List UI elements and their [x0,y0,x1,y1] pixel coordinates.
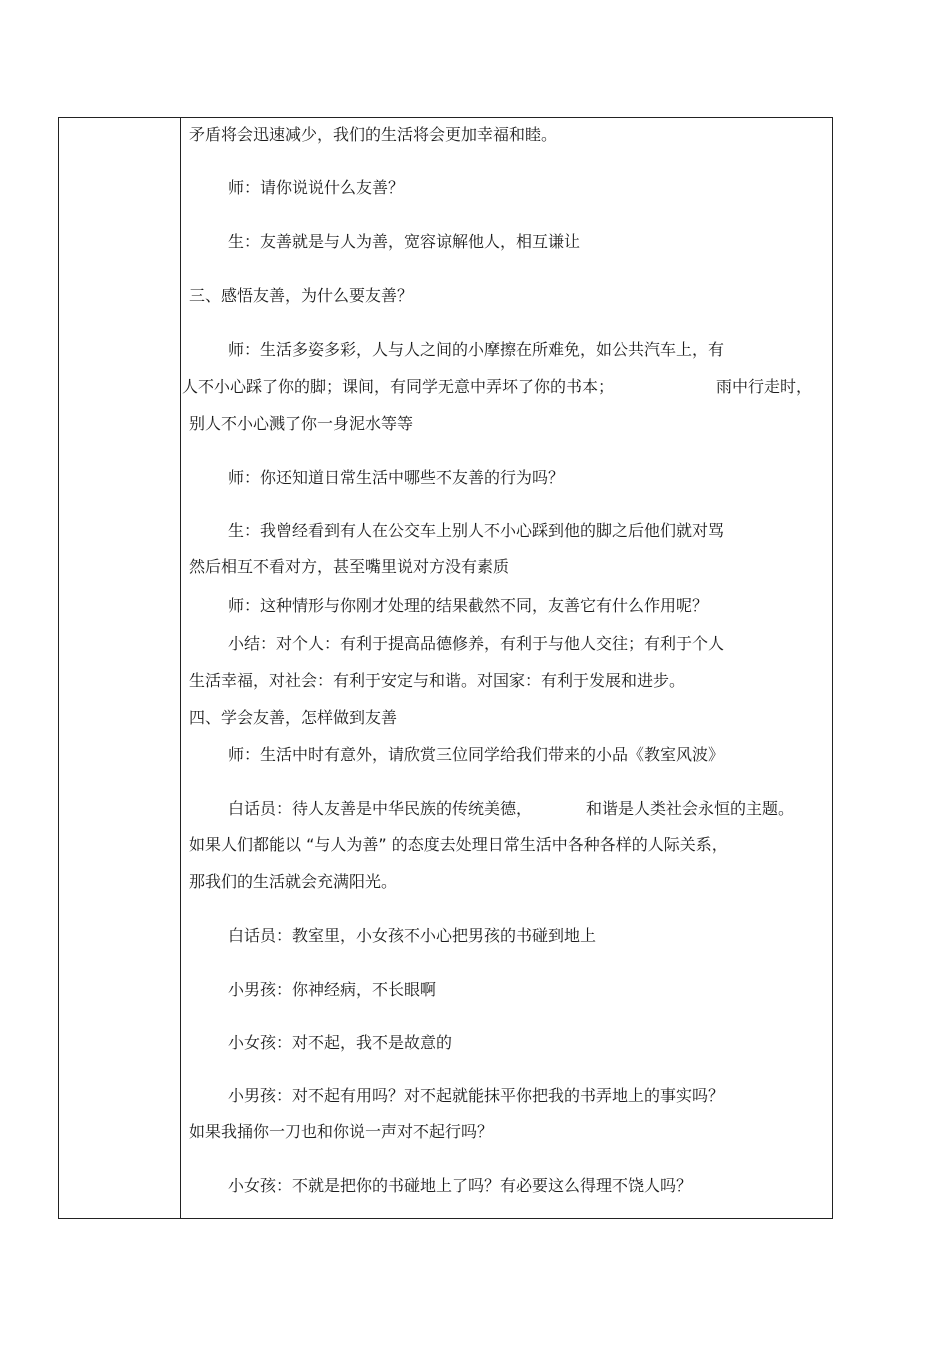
text-line: 师：请你说说什么友善？ [228,178,405,197]
section-heading: 四、学会友善，怎样做到友善 [189,708,398,727]
text-line: 小女孩：对不起，我不是故意的 [228,1033,453,1052]
text-line: 师：你还知道日常生活中哪些不友善的行为吗？ [228,468,565,487]
text-line: 生：友善就是与人为善，宽容谅解他人，相互谦让 [228,232,581,251]
text-line: 白话员：待人友善是中华民族的传统美德， [228,799,533,818]
text-line: 小男孩：你神经病，不长眼啊 [228,980,437,999]
content-cell [182,118,832,1218]
text-line: 师：这种情形与你刚才处理的结果截然不同，友善它有什么作用呢？ [228,596,709,615]
text-line: 如果人们都能以 “与人为善” 的态度去处理日常生活中各种各样的人际关系， [189,835,728,854]
left-column-cell [59,118,181,1218]
text-line: 人不小心踩了你的脚；课间，有同学无意中弄坏了你的书本； [182,377,615,396]
text-line: 矛盾将会迅速减少，我们的生活将会更加幸福和睦。 [189,125,558,144]
lesson-table [58,117,833,1219]
text-line: 那我们的生活就会充满阳光。 [189,872,398,891]
text-line: 师：生活中时有意外，请欣赏三位同学给我们带来的小品《教室风波》 [228,745,725,764]
text-line: 生：我曾经看到有人在公交车上别人不小心踩到他的脚之后他们就对骂 [228,521,725,540]
text-line: 生活幸福，对社会：有利于安定与和谐。对国家：有利于发展和进步。 [189,671,686,690]
text-line: 小结：对个人：有利于提高品德修养，有利于与他人交往；有利于个人 [228,634,725,653]
text-line: 雨中行走时， [716,377,813,396]
text-line: 如果我捅你一刀也和你说一声对不起行吗？ [189,1122,494,1141]
text-line: 别人不小心溅了你一身泥水等等 [189,414,414,433]
text-line: 小男孩：对不起有用吗？对不起就能抹平你把我的书弄地上的事实吗？ [228,1086,725,1105]
section-heading: 三、感悟友善，为什么要友善？ [189,286,414,305]
text-line: 和谐是人类社会永恒的主题。 [586,799,795,818]
text-line: 白话员：教室里，小女孩不小心把男孩的书碰到地上 [228,926,597,945]
text-line: 小女孩：不就是把你的书碰地上了吗？有必要这么得理不饶人吗？ [228,1176,693,1195]
text-line: 师：生活多姿多彩，人与人之间的小摩擦在所难免，如公共汽车上，有 [228,340,725,359]
text-line: 然后相互不看对方，甚至嘴里说对方没有素质 [189,557,510,576]
